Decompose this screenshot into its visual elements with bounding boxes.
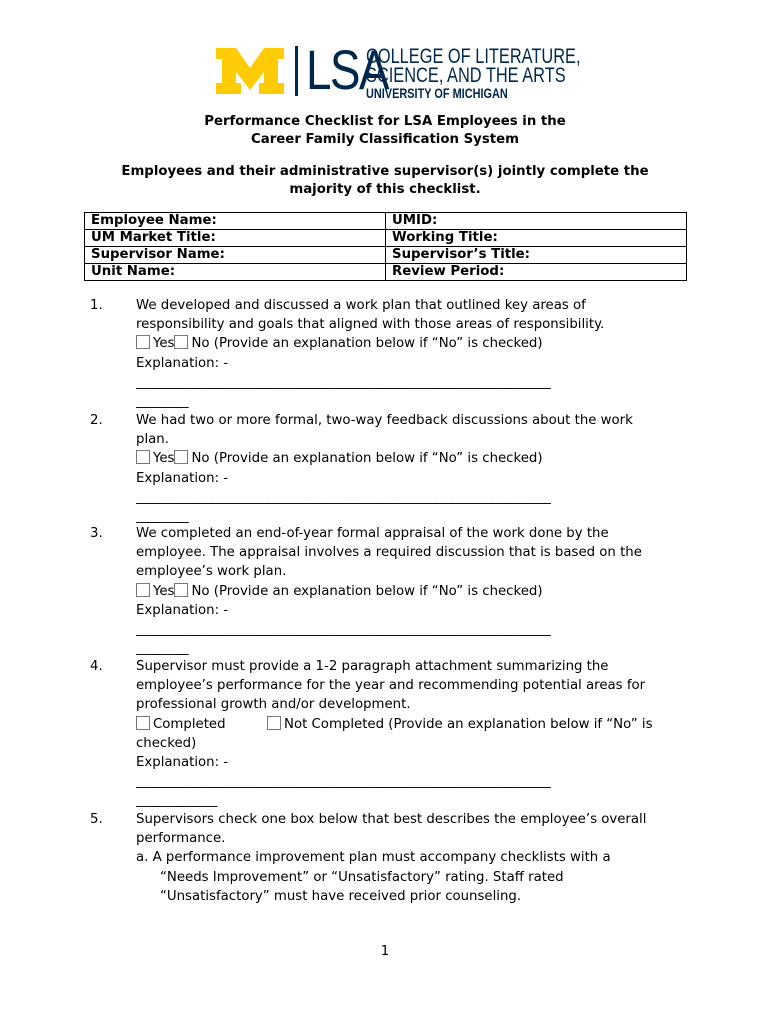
item-body	[136, 524, 681, 658]
item-text-line: employee’s work plan.	[136, 564, 287, 580]
explanation-label: Explanation: -	[136, 755, 229, 771]
item-body	[136, 657, 681, 811]
item-number: 3.	[90, 526, 103, 541]
not-completed-label-cont: checked)	[136, 735, 197, 751]
employee-name-field[interactable]: Employee Name:	[85, 213, 386, 230]
yes-no-row	[136, 334, 681, 353]
item-text-line: performance.	[136, 831, 226, 847]
no-label: No (Provide an explanation below if “No” is checked)	[191, 451, 543, 467]
sub-item-a-line: “Needs Improvement” or “Unsatisfactory” rating. Staff rated	[160, 869, 564, 885]
yes-label: Yes	[153, 336, 175, 352]
no-checkbox[interactable]	[174, 335, 188, 349]
explanation-line[interactable]: ________________________________________________________________________	[136, 622, 550, 638]
item-text-line: employee. The appraisal involves a required discussion that is based on the	[136, 545, 642, 561]
explanation-label: Explanation: -	[136, 602, 229, 618]
explanation-line[interactable]: _________	[136, 641, 188, 657]
completed-label: Completed	[153, 716, 226, 732]
not-completed-checkbox[interactable]	[267, 716, 281, 730]
item-text-line: We had two or more formal, two-way feedback discussions about the work	[136, 413, 633, 428]
explanation-line[interactable]: _________	[136, 394, 188, 410]
title-line: Career Family Classification System	[251, 132, 519, 147]
explanation-label: Explanation: -	[136, 355, 229, 371]
umid-field[interactable]: UMID:	[386, 213, 687, 230]
logo-line-2: SCIENCE, AND THE ARTS	[366, 64, 566, 87]
item-text-line: We developed and discussed a work plan that outlined key areas of	[136, 298, 586, 313]
item-text-line: responsibility and goals that aligned with those areas of responsibility.	[136, 317, 605, 333]
explanation-label: Explanation: -	[136, 470, 229, 486]
logo-line-1: COLLEGE OF LITERATURE,	[366, 45, 581, 68]
item-text-line: professional growth and/or development.	[136, 697, 411, 713]
no-label: No (Provide an explanation below if “No” is checked)	[191, 583, 543, 599]
subtitle-line: majority of this checklist.	[289, 182, 481, 197]
block-m-logo	[216, 48, 284, 94]
explanation-line[interactable]: ________________________________________________________________________	[136, 774, 550, 790]
yes-checkbox[interactable]	[136, 335, 150, 349]
yes-no-row	[136, 582, 681, 601]
completed-checkbox[interactable]	[136, 716, 150, 730]
page-number: 1	[380, 944, 390, 959]
item-text-line: plan.	[136, 432, 169, 448]
yes-no-row	[136, 449, 681, 468]
supervisor-name-field[interactable]: Supervisor Name:	[85, 247, 386, 264]
item-number: 4.	[90, 659, 103, 674]
unit-name-field[interactable]: Unit Name:	[85, 264, 386, 281]
yes-checkbox[interactable]	[136, 583, 150, 597]
no-checkbox[interactable]	[174, 450, 188, 464]
yes-checkbox[interactable]	[136, 450, 150, 464]
sub-item-a-line: “Unsatisfactory” must have received prior counseling.	[160, 888, 522, 904]
explanation-line[interactable]: ________________________________________________________________________	[136, 489, 550, 505]
no-checkbox[interactable]	[174, 583, 188, 597]
explanation-line[interactable]: _________	[136, 509, 188, 525]
review-period-field[interactable]: Review Period:	[386, 264, 687, 281]
sub-item-a-line: a. A performance improvement plan must accompany checklists with a	[136, 850, 611, 866]
subtitle-line: Employees and their administrative supervisor(s) jointly complete the	[121, 164, 649, 179]
logo-line-3: UNIVERSITY OF MICHIGAN	[366, 85, 508, 101]
item-number: 5.	[90, 812, 103, 827]
item-text-line: Supervisor must provide a 1-2 paragraph attachment summarizing the	[136, 659, 609, 674]
table-row	[85, 230, 687, 247]
item-number: 2.	[90, 413, 103, 428]
item-body	[136, 411, 681, 526]
document-title	[0, 113, 770, 149]
working-title-field[interactable]: Working Title:	[386, 230, 687, 247]
item-body	[136, 296, 681, 411]
item-number: 1.	[90, 298, 103, 313]
table-row	[85, 247, 687, 264]
item-body	[136, 810, 681, 906]
table-row	[85, 264, 687, 281]
item-text-line: employee’s performance for the year and recommending potential areas for	[136, 678, 646, 694]
logo-college-name	[366, 47, 581, 101]
logo-divider	[295, 46, 298, 96]
item-text-line: Supervisors check one box below that best describes the employee’s overall	[136, 812, 647, 827]
explanation-line[interactable]: ________________________________________________________________________	[136, 374, 550, 390]
employee-info-table	[84, 212, 687, 281]
table-row	[85, 213, 687, 230]
not-completed-label: Not Completed (Provide an explanation below if “No” is	[284, 716, 653, 732]
title-line: Performance Checklist for LSA Employees in the	[204, 114, 566, 129]
document-subtitle	[0, 163, 770, 199]
item-text-line: We completed an end-of-year formal appraisal of the work done by the	[136, 526, 609, 541]
market-title-field[interactable]: UM Market Title:	[85, 230, 386, 247]
completion-row	[136, 715, 681, 734]
supervisor-title-field[interactable]: Supervisor’s Title:	[386, 247, 687, 264]
yes-label: Yes	[153, 451, 175, 467]
no-label: No (Provide an explanation below if “No” is checked)	[191, 336, 543, 352]
logo-lsa-wordmark: LSA	[306, 38, 388, 101]
explanation-line[interactable]: ______________	[136, 793, 217, 809]
yes-label: Yes	[153, 583, 175, 599]
